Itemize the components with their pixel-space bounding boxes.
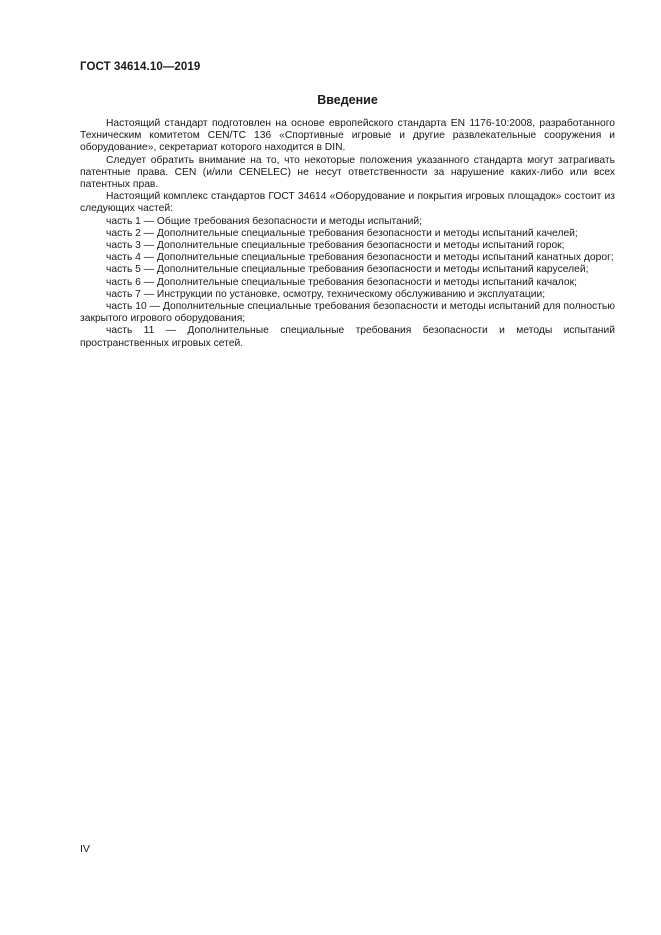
list-item-part-5: часть 5 — Дополнительные специальные требования безопасности и методы испытаний каруселей;: [106, 264, 589, 276]
list-item-part-1: часть 1 — Общие требования безопасности и методы испытаний;: [106, 215, 422, 227]
body-text: [80, 118, 615, 350]
list-item-part-4: часть 4 — Дополнительные специальные требования безопасности и методы испытаний канатных дорог;: [106, 252, 614, 264]
list-item-part-3: часть 3 — Дополнительные специальные требования безопасности и методы испытаний горок;: [106, 240, 565, 252]
section-title: Введение: [317, 93, 378, 107]
paragraph-series-intro: Настоящий комплекс стандартов ГОСТ 34614 «Оборудование и покрытия игровых площадок» состоит из следующих частей:: [80, 191, 615, 215]
document-code: ГОСТ 34614.10—2019: [80, 61, 201, 73]
list-item-part-2: часть 2 — Дополнительные специальные требования безопасности и методы испытаний качелей;: [106, 227, 578, 239]
list-item-part-11: часть 11 — Дополнительные специальные требования безопасности и методы испытаний пространственных игровых сетей.: [80, 325, 615, 349]
list-item-part-10: часть 10 — Дополнительные специальные требования безопасности и методы испытаний для полностью закрытого игрового оборудования;: [80, 301, 615, 325]
page-number: IV: [80, 843, 90, 855]
paragraph-patent: Следует обратить внимание на то, что некоторые положения указанного стандарта могут затрагивать патентные права. CEN (и/или CENELEC) не несут ответственности за нарушение каких-либо или всех патентных прав.: [80, 154, 615, 191]
list-item-part-6: часть 6 — Дополнительные специальные требования безопасности и методы испытаний качалок;: [106, 276, 578, 288]
list-item-part-7: часть 7 — Инструкции по установке, осмотру, техническому обслуживанию и эксплуатации;: [106, 288, 546, 300]
paragraph-basis: Настоящий стандарт подготовлен на основе европейского стандарта EN 1176-10:2008, разработанного Техническим комитетом CEN/TC 136 «Спортивные игровые и другие развлекательные сооружения и оборудование», секретариат которого находится в DIN.: [80, 118, 615, 154]
